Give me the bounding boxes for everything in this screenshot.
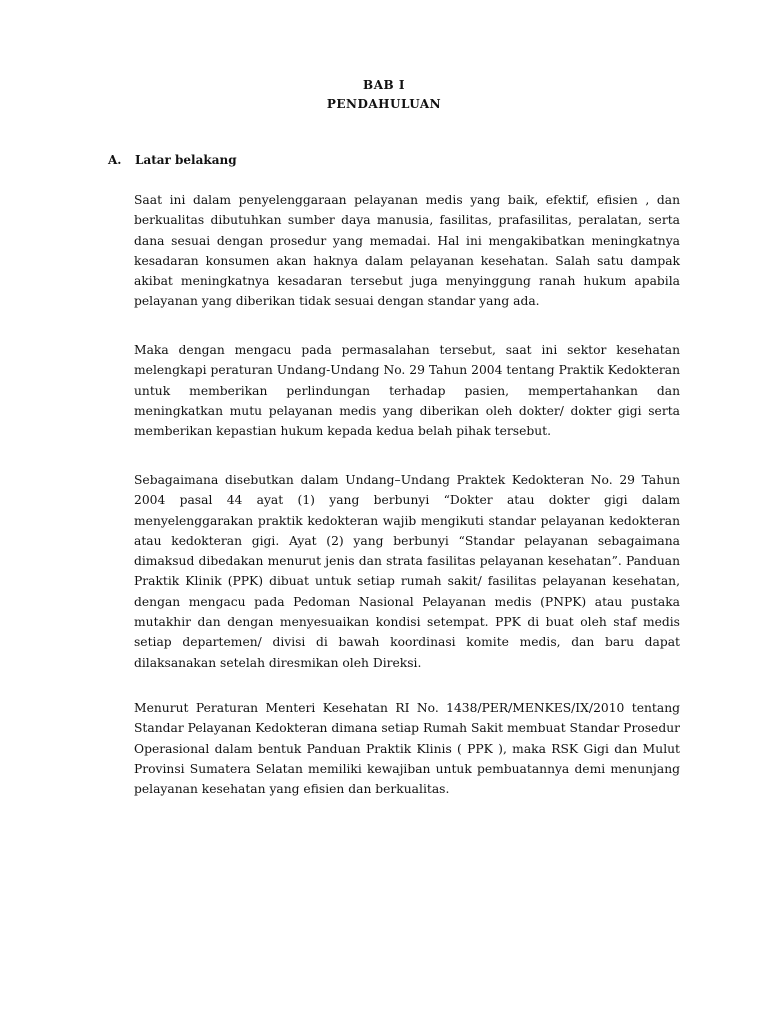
paragraph-2: Maka dengan mengacu pada permasalahan tersebut, saat ini sektor kesehatan melengkapi peraturan Undang-Undang No. 29 Tahun 2004 tentang Praktik Kedokteran untuk memberikan perlindungan terhadap pasien, mempertahankan dan meningkatkan mutu pelayanan medis yang diberikan oleh dokter/ dokter gigi serta memberikan kepastian hukum kepada kedua belah pihak tersebut.	[134, 343, 680, 439]
chapter-title: PENDAHULUAN	[326, 97, 442, 111]
section-letter: A.	[108, 153, 122, 167]
section-heading	[108, 153, 237, 167]
chapter-number: BAB I	[363, 78, 405, 92]
paragraph-4: Menurut Peraturan Menteri Kesehatan RI No. 1438/PER/MENKES/IX/2010 tentang Standar Pelayanan Kedokteran dimana setiap Rumah Sakit membuat Standar Prosedur Operasional dalam bentuk Panduan Praktik Klinis ( PPK ), maka RSK Gigi dan Mulut Provinsi Sumatera Selatan memiliki kewajiban untuk pembuatannya demi menunjang pelayanan kesehatan yang efisien dan berkualitas.	[134, 701, 680, 797]
paragraph-3: Sebagaimana disebutkan dalam Undang–Undang Praktek Kedokteran No. 29 Tahun 2004 pasal 44 ayat (1) yang berbunyi “Dokter atau dokter gigi dalam menyelenggarakan praktik kedokteran wajib mengikuti standar pelayanan kedokteran atau kedokteran gigi. Ayat (2) yang berbunyi “Standar pelayanan sebagaimana dimaksud dibedakan menurut jenis dan strata fasilitas pelayanan kesehatan”. Panduan Praktik Klinik (PPK) dibuat untuk setiap rumah sakit/ fasilitas pelayanan kesehatan, dengan mengacu pada Pedoman Nasional Pelayanan medis (PNPK) atau pustaka mutakhir dan dengan menyesuaikan kondisi setempat. PPK di buat oleh staf medis setiap departemen/ divisi di bawah koordinasi komite medis, dan baru dapat dilaksanakan setelah diresmikan oleh Direksi.	[134, 473, 680, 670]
paragraph-1: Saat ini dalam penyelenggaraan pelayanan medis yang baik, efektif, efisien , dan berkualitas dibutuhkan sumber daya manusia, fasilitas, prafasilitas, peralatan, serta dana sesuai dengan prosedur yang memadai. Hal ini mengakibatkan meningkatnya kesadaran konsumen akan haknya dalam pelayanan kesehatan. Salah satu dampak akibat meningkatnya kesadaran tersebut juga menyinggung ranah hukum apabila pelayanan yang diberikan tidak sesuai dengan standar yang ada.	[134, 193, 680, 309]
section-title: Latar belakang	[135, 153, 237, 167]
